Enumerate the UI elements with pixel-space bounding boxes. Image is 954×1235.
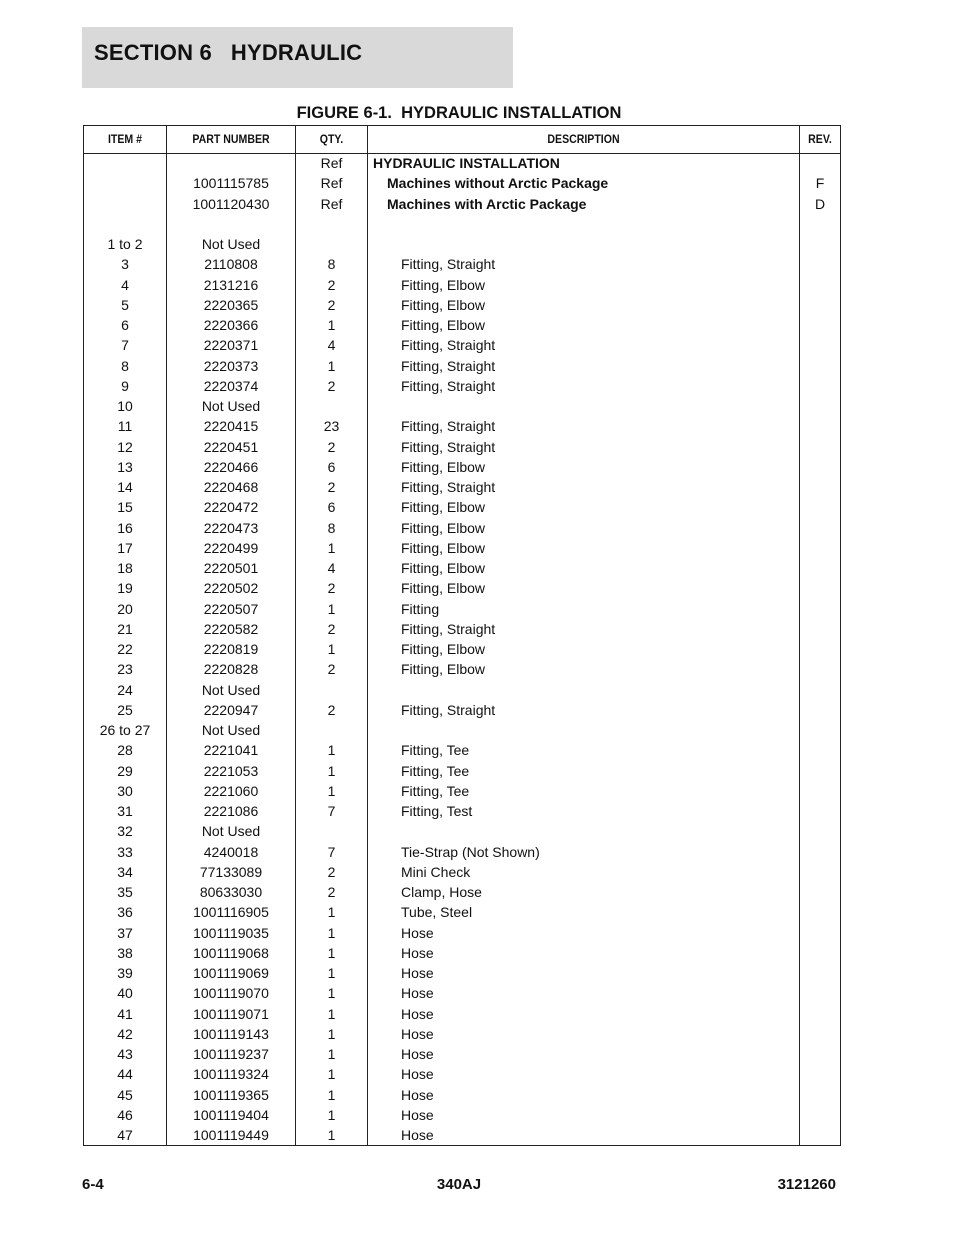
table-row xyxy=(84,315,840,335)
table-row xyxy=(84,1125,840,1145)
table-row xyxy=(84,234,840,254)
qty-cell: 2 xyxy=(327,438,336,455)
description-cell: Fitting, Elbow xyxy=(401,458,486,475)
description-cell: Fitting, Elbow xyxy=(401,580,486,597)
item-cell: 9 xyxy=(121,377,129,394)
qty-cell: 1 xyxy=(327,965,336,981)
table-row xyxy=(84,194,840,214)
rev-cell: F xyxy=(815,175,825,192)
part-number-cell: 77133089 xyxy=(199,863,263,880)
part-number-cell: 1001119404 xyxy=(193,1106,269,1123)
item-cell: 21 xyxy=(117,620,133,637)
qty-cell: 1 xyxy=(327,1066,336,1083)
part-number-cell: 2221041 xyxy=(203,742,259,759)
description-cell: Machines with Arctic Package xyxy=(387,195,587,212)
part-number-cell: 2220468 xyxy=(203,479,259,495)
table-row xyxy=(84,173,840,193)
item-cell: 37 xyxy=(117,924,133,941)
description-cell: Fitting, Straight xyxy=(401,701,496,718)
qty-cell: 1 xyxy=(327,1005,336,1022)
item-cell: 11 xyxy=(117,418,133,435)
description-cell: Fitting, Elbow xyxy=(401,560,486,576)
part-number-cell: 1001119069 xyxy=(193,965,269,981)
part-number-cell: 4240018 xyxy=(203,843,259,860)
table-row xyxy=(84,518,840,538)
qty-cell: 1 xyxy=(327,944,336,961)
item-cell: 36 xyxy=(117,904,133,921)
part-number-cell: 2220451 xyxy=(203,438,259,455)
description-cell: Fitting xyxy=(401,600,440,617)
table-row xyxy=(84,983,840,1003)
item-cell: 8 xyxy=(121,357,129,374)
table-row xyxy=(84,497,840,517)
part-number-cell: 1001119068 xyxy=(193,944,269,961)
part-number-cell: 2220501 xyxy=(203,560,259,576)
table-row xyxy=(84,720,840,740)
figure-title: FIGURE 6-1. HYDRAULIC INSTALLATION xyxy=(296,104,622,122)
description-cell: Fitting, Straight xyxy=(401,479,496,495)
item-cell: 10 xyxy=(117,398,133,414)
description-cell: HYDRAULIC INSTALLATION xyxy=(373,155,560,171)
qty-cell: 1 xyxy=(327,924,336,941)
description-cell: Fitting, Straight xyxy=(401,256,496,273)
description-cell: Clamp, Hose xyxy=(401,884,482,900)
description-cell: Fitting, Tee xyxy=(401,742,470,759)
table-row xyxy=(84,801,840,821)
item-cell: 29 xyxy=(117,762,133,779)
qty-cell: 1 xyxy=(327,742,336,759)
item-cell: 28 xyxy=(117,742,133,759)
footer-model: 340AJ xyxy=(436,1176,482,1193)
qty-cell: 1 xyxy=(327,904,336,921)
table-row xyxy=(84,376,840,396)
description-cell: Hose xyxy=(401,985,434,1002)
description-cell: Fitting, Elbow xyxy=(401,539,486,556)
part-number-cell: 2221053 xyxy=(203,762,259,779)
part-number-cell: 2131216 xyxy=(203,276,259,293)
table-row xyxy=(84,619,840,639)
part-number-cell: 2220828 xyxy=(203,661,259,678)
item-cell: 22 xyxy=(117,641,133,657)
part-number-cell: 1001120430 xyxy=(192,195,270,212)
item-cell: 16 xyxy=(117,519,133,536)
table-row xyxy=(84,639,840,659)
table-row xyxy=(84,943,840,963)
rev-cell: D xyxy=(814,195,826,212)
part-number-cell: Not Used xyxy=(201,823,261,840)
table-row xyxy=(84,416,840,436)
description-cell: Hose xyxy=(401,1086,434,1103)
description-cell: Fitting, Test xyxy=(401,803,473,819)
section-header-bar xyxy=(82,27,513,88)
table-row xyxy=(84,275,840,295)
qty-cell: 2 xyxy=(327,580,336,597)
item-cell: 1 to 2 xyxy=(107,236,143,252)
table-row xyxy=(84,963,840,983)
table-row xyxy=(84,396,840,416)
part-number-cell: 1001119143 xyxy=(193,1025,269,1042)
table-row xyxy=(84,923,840,943)
part-number-cell: 1001119324 xyxy=(193,1066,269,1083)
item-cell: 5 xyxy=(121,296,129,313)
description-cell: Hose xyxy=(401,1127,434,1143)
qty-cell: 2 xyxy=(327,884,336,900)
description-cell: Hose xyxy=(401,1106,434,1123)
qty-cell: 1 xyxy=(327,782,336,799)
item-cell: 30 xyxy=(117,782,133,799)
description-cell: Fitting, Tee xyxy=(401,782,470,799)
part-number-cell: 2220499 xyxy=(203,539,259,556)
section-title: SECTION 6 HYDRAULIC xyxy=(94,40,363,65)
table-row xyxy=(84,862,840,882)
description-cell: Fitting, Elbow xyxy=(401,519,486,536)
part-number-cell: Not Used xyxy=(201,681,261,698)
table-row xyxy=(84,477,840,497)
description-cell: Fitting, Elbow xyxy=(401,317,486,333)
description-cell: Hose xyxy=(401,924,434,941)
description-cell: Fitting, Elbow xyxy=(401,296,486,313)
part-number-cell: Not Used xyxy=(201,236,261,252)
qty-cell: 7 xyxy=(327,843,336,860)
qty-cell: 1 xyxy=(327,641,336,657)
table-row xyxy=(84,558,840,578)
qty-cell: 6 xyxy=(327,499,336,516)
part-number-cell: 2110808 xyxy=(204,256,258,273)
qty-cell: 2 xyxy=(327,377,336,394)
description-cell: Fitting, Elbow xyxy=(401,276,486,293)
part-number-cell: 80633030 xyxy=(199,884,263,900)
qty-cell: 1 xyxy=(327,762,336,779)
qty-cell: 1 xyxy=(327,600,336,617)
table-row xyxy=(84,1105,840,1125)
description-cell: Fitting, Straight xyxy=(401,438,496,455)
item-cell: 45 xyxy=(117,1086,133,1103)
part-number-cell: 2220371 xyxy=(203,337,259,354)
header-item: ITEM # xyxy=(107,132,143,146)
description-cell: Fitting, Straight xyxy=(401,418,496,435)
description-cell: Hose xyxy=(401,1066,434,1083)
table-row xyxy=(84,680,840,700)
item-cell: 46 xyxy=(117,1106,133,1123)
table-row xyxy=(84,356,840,376)
qty-cell: 2 xyxy=(327,620,336,637)
table-row xyxy=(84,761,840,781)
item-cell: 14 xyxy=(117,479,133,495)
item-cell: 23 xyxy=(117,661,133,678)
qty-cell: 1 xyxy=(327,1086,336,1103)
qty-cell: 2 xyxy=(327,661,336,678)
item-cell: 31 xyxy=(117,803,133,819)
part-number-cell: 2220507 xyxy=(203,600,259,617)
part-number-cell: 2220582 xyxy=(203,620,259,637)
qty-cell: 2 xyxy=(327,479,336,495)
item-cell: 12 xyxy=(117,438,133,455)
description-cell: Hose xyxy=(401,965,434,981)
table-row xyxy=(84,254,840,274)
part-number-cell: 2220366 xyxy=(203,317,259,333)
item-cell: 20 xyxy=(117,600,133,617)
part-number-cell: 2220947 xyxy=(203,701,259,718)
item-cell: 3 xyxy=(121,256,129,273)
item-cell: 40 xyxy=(117,985,133,1002)
table-row xyxy=(84,821,840,841)
qty-cell: 1 xyxy=(327,985,336,1002)
qty-cell: Ref xyxy=(320,175,343,192)
description-cell: Hose xyxy=(401,1025,434,1042)
item-cell: 24 xyxy=(117,681,133,698)
footer-doc-number: 3121260 xyxy=(777,1176,836,1193)
table-row xyxy=(84,538,840,558)
part-number-cell: 1001115785 xyxy=(193,175,269,192)
description-cell: Fitting, Straight xyxy=(401,357,496,374)
item-cell: 4 xyxy=(121,276,129,293)
parts-table xyxy=(83,125,841,1146)
qty-cell: 1 xyxy=(327,1106,336,1123)
description-cell: Tie-Strap (Not Shown) xyxy=(401,843,540,860)
table-row xyxy=(84,1024,840,1044)
description-cell: Fitting, Elbow xyxy=(401,661,486,678)
part-number-cell: Not Used xyxy=(201,398,261,414)
qty-cell: 23 xyxy=(323,418,340,435)
part-number-cell: 1001116905 xyxy=(193,904,269,921)
part-number-cell: 2220365 xyxy=(203,296,259,313)
part-number-cell: 2221086 xyxy=(203,803,259,819)
part-number-cell: 1001119237 xyxy=(193,1046,269,1062)
table-row xyxy=(84,882,840,902)
qty-cell: Ref xyxy=(320,155,343,171)
header-part-number: PART NUMBER xyxy=(192,132,270,146)
table-row xyxy=(84,335,840,355)
item-cell: 43 xyxy=(117,1046,133,1062)
part-number-cell: 2221060 xyxy=(203,782,259,799)
item-cell: 18 xyxy=(117,560,133,576)
table-row xyxy=(84,153,840,173)
description-cell: Hose xyxy=(401,1005,434,1022)
item-cell: 44 xyxy=(117,1066,133,1083)
item-cell: 41 xyxy=(117,1005,133,1022)
item-cell: 6 xyxy=(121,317,129,333)
qty-cell: 2 xyxy=(327,296,336,313)
table-row xyxy=(84,599,840,619)
qty-cell: 4 xyxy=(327,337,336,354)
item-cell: 32 xyxy=(117,823,133,840)
description-cell: Mini Check xyxy=(401,863,471,880)
table-row xyxy=(84,214,840,234)
qty-cell: 7 xyxy=(327,803,336,819)
part-number-cell: 1001119365 xyxy=(193,1086,269,1103)
table-row xyxy=(84,1004,840,1024)
description-cell: Hose xyxy=(401,1046,434,1062)
qty-cell: 2 xyxy=(327,701,336,718)
table-row xyxy=(84,457,840,477)
description-cell: Machines without Arctic Package xyxy=(387,175,609,192)
qty-cell: 4 xyxy=(327,560,336,576)
item-cell: 33 xyxy=(117,843,133,860)
qty-cell: 1 xyxy=(327,357,336,374)
table-row xyxy=(84,842,840,862)
table-row xyxy=(84,295,840,315)
qty-cell: 1 xyxy=(327,539,336,556)
header-description: DESCRIPTION xyxy=(547,132,620,146)
table-row xyxy=(84,1064,840,1084)
item-cell: 19 xyxy=(117,580,133,597)
table-row xyxy=(84,902,840,922)
part-number-cell: 1001119071 xyxy=(193,1005,269,1022)
qty-cell: 1 xyxy=(327,317,336,333)
part-number-cell: 1001119070 xyxy=(193,985,269,1002)
header-qty: QTY. xyxy=(319,132,344,146)
part-number-cell: 2220415 xyxy=(203,418,259,435)
item-cell: 26 to 27 xyxy=(99,722,151,738)
qty-cell: 2 xyxy=(327,276,336,293)
item-cell: 15 xyxy=(117,499,133,516)
part-number-cell: 1001119035 xyxy=(193,924,269,941)
header-rev: REV. xyxy=(808,132,832,146)
description-cell: Hose xyxy=(401,944,434,961)
description-cell: Fitting, Elbow xyxy=(401,641,486,657)
description-cell: Fitting, Straight xyxy=(401,377,496,394)
part-number-cell: 2220502 xyxy=(203,580,259,597)
qty-cell: 8 xyxy=(327,256,336,273)
table-row xyxy=(84,1085,840,1105)
table-row xyxy=(84,781,840,801)
footer-page-number: 6-4 xyxy=(82,1176,104,1193)
qty-cell: 1 xyxy=(327,1046,336,1062)
qty-cell: Ref xyxy=(320,195,343,212)
qty-cell: 1 xyxy=(327,1127,336,1143)
item-cell: 35 xyxy=(117,884,133,900)
part-number-cell: 2220472 xyxy=(203,499,259,516)
qty-cell: 1 xyxy=(327,1025,336,1042)
qty-cell: 2 xyxy=(327,863,336,880)
description-cell: Tube, Steel xyxy=(401,904,473,921)
description-cell: Fitting, Tee xyxy=(401,762,470,779)
item-cell: 7 xyxy=(121,337,129,354)
item-cell: 39 xyxy=(117,965,133,981)
item-cell: 38 xyxy=(117,944,133,961)
table-body xyxy=(84,153,840,1145)
part-number-cell: 1001119449 xyxy=(193,1127,269,1143)
table-row xyxy=(84,700,840,720)
item-cell: 17 xyxy=(117,539,133,556)
table-row xyxy=(84,1044,840,1064)
qty-cell: 6 xyxy=(327,458,336,475)
item-cell: 13 xyxy=(117,458,133,475)
part-number-cell: 2220373 xyxy=(203,357,259,374)
table-row xyxy=(84,437,840,457)
description-cell: Fitting, Straight xyxy=(401,620,496,637)
description-cell: Fitting, Straight xyxy=(401,337,496,354)
table-row xyxy=(84,659,840,679)
part-number-cell: 2220473 xyxy=(203,519,259,536)
item-cell: 25 xyxy=(117,701,133,718)
part-number-cell: 2220819 xyxy=(203,641,259,657)
table-row xyxy=(84,578,840,598)
part-number-cell: 2220466 xyxy=(203,458,259,475)
item-cell: 42 xyxy=(117,1025,133,1042)
item-cell: 34 xyxy=(117,863,133,880)
item-cell: 47 xyxy=(117,1127,133,1143)
part-number-cell: Not Used xyxy=(201,722,261,738)
table-row xyxy=(84,740,840,760)
part-number-cell: 2220374 xyxy=(203,377,259,394)
qty-cell: 8 xyxy=(327,519,336,536)
description-cell: Fitting, Elbow xyxy=(401,499,486,516)
